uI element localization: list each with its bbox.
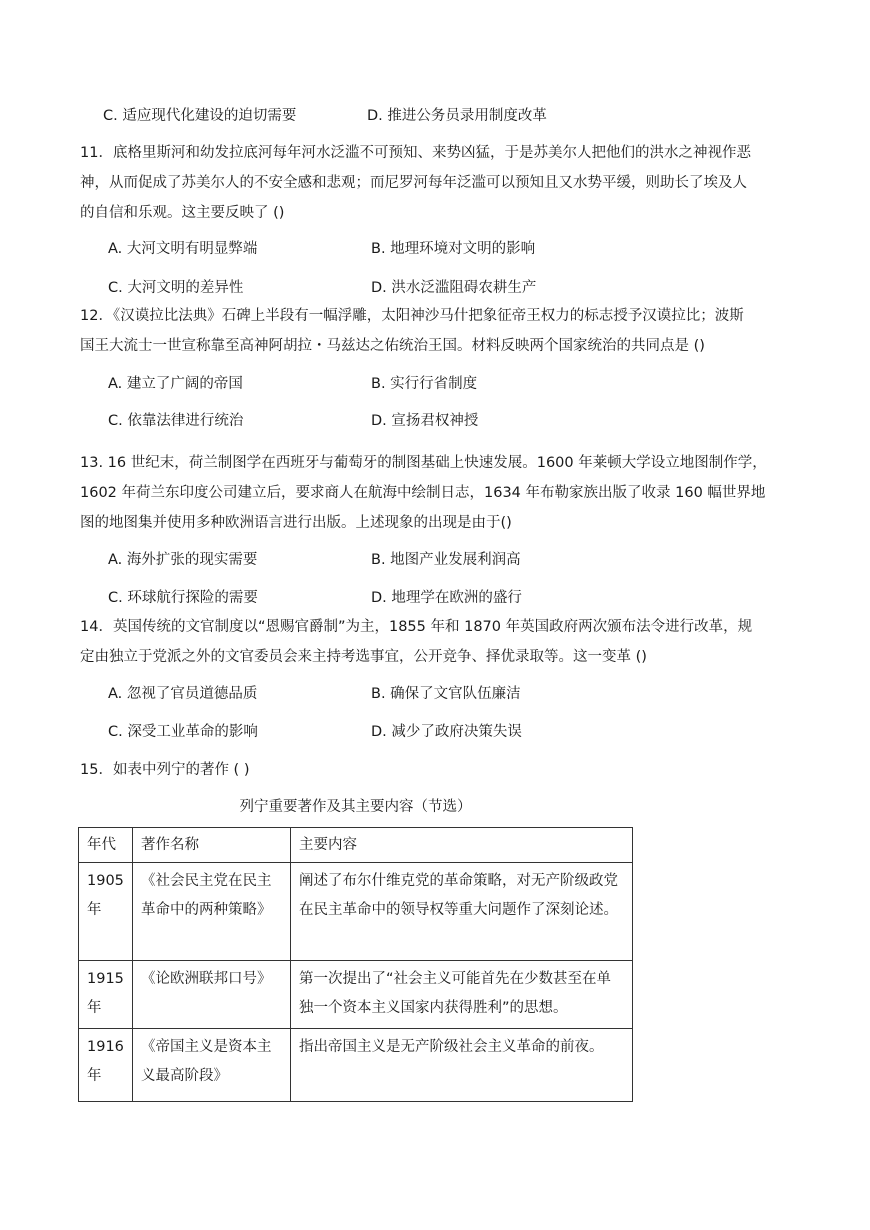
q14-stem-line: 定由独立于党派之外的文官委员会来主持考选事宜，公开竞争、择优录取等。这一变革 () [80, 649, 647, 665]
q13-option-c: C. 环球航行探险的需要 [108, 590, 258, 606]
q11-stem-line: 11．底格里斯河和幼发拉底河每年河水泛滥不可预知、来势凶猛，于是苏美尔人把他们的洪水之神视作恶 [80, 145, 751, 161]
header-year: 年代 [79, 828, 133, 863]
q13-stem-line: 13. 16 世纪末，荷兰制图学在西班牙与葡萄牙的制图基础上快速发展。1600 年莱顿大学设立地图制作学， [80, 455, 767, 471]
q12-option-a: A. 建立了广阔的帝国 [108, 376, 243, 392]
header-title: 著作名称 [133, 828, 291, 863]
q14-stem-line: 14．英国传统的文官制度以“恩赐官爵制”为主，1855 年和 1870 年英国政府两次颁布法令进行改革，规 [80, 619, 753, 635]
q14-option-b: B. 确保了文官队伍廉洁 [371, 686, 521, 702]
q13-stem-line: 图的地图集并使用多种欧洲语言进行出版。上述现象的出现是由于() [80, 515, 512, 531]
row-content: 阐述了布尔什维克党的革命策略，对无产阶级政党在民主革命中的领导权等重大问题作了深刻论述。 [291, 863, 633, 961]
q12-stem-line: 12．《汉谟拉比法典》石碑上半段有一幅浮雕，太阳神沙马什把象征帝王权力的标志授予汉谟拉比；波斯 [80, 308, 744, 324]
q11-option-d: D. 洪水泛滥阻碍农耕生产 [371, 280, 537, 296]
q13-stem-line: 1602 年荷兰东印度公司建立后，要求商人在航海中绘制日志，1634 年布勒家族出版了收录 160 幅世界地 [80, 485, 766, 501]
table-row [79, 961, 633, 1029]
table-row [79, 1029, 633, 1102]
q11-option-a: A. 大河文明有明显弊端 [108, 241, 258, 257]
row-year: 1905 年 [79, 863, 133, 961]
q11-option-b: B. 地理环境对文明的影响 [371, 241, 536, 257]
q14-option-c: C. 深受工业革命的影响 [108, 724, 258, 740]
row-title: 《论欧洲联邦口号》 [133, 961, 291, 1029]
q12-option-d: D. 宣扬君权神授 [371, 413, 479, 429]
row-content: 指出帝国主义是无产阶级社会主义革命的前夜。 [291, 1029, 633, 1102]
row-year: 1916 年 [79, 1029, 133, 1102]
q10-option-c: C. 适应现代化建设的迫切需要 [103, 108, 297, 124]
q15-stem: 15．如表中列宁的著作 ( ) [80, 762, 250, 778]
q12-stem-line: 国王大流士一世宣称靠至高神阿胡拉・马兹达之佑统治王国。材料反映两个国家统治的共同点是 () [80, 338, 705, 354]
q12-option-b: B. 实行行省制度 [371, 376, 478, 392]
row-content: 第一次提出了“社会主义可能首先在少数甚至在单独一个资本主义国家内获得胜利”的思想。 [291, 961, 633, 1029]
header-content: 主要内容 [291, 828, 633, 863]
q10-option-d: D. 推进公务员录用制度改革 [367, 108, 547, 124]
q14-option-d: D. 减少了政府决策失误 [371, 724, 522, 740]
table-caption: 列宁重要著作及其主要内容（节选） [239, 799, 472, 815]
table-header-row [79, 828, 633, 863]
q11-stem-line: 神，从而促成了苏美尔人的不安全感和悲观；而尼罗河每年泛滥可以预知且又水势平缓，则助长了埃及人 [80, 175, 747, 191]
row-year: 1915 年 [79, 961, 133, 1029]
q13-option-d: D. 地理学在欧洲的盛行 [371, 590, 522, 606]
row-title: 《社会民主党在民主革命中的两种策略》 [133, 863, 291, 961]
q14-option-a: A. 忽视了官员道德品质 [108, 686, 258, 702]
q13-option-b: B. 地图产业发展利润高 [371, 552, 521, 568]
q12-option-c: C. 依靠法律进行统治 [108, 413, 244, 429]
q13-option-a: A. 海外扩张的现实需要 [108, 552, 258, 568]
q11-stem-line: 的自信和乐观。这主要反映了 () [80, 205, 285, 221]
row-title: 《帝国主义是资本主义最高阶段》 [133, 1029, 291, 1102]
table-row [79, 863, 633, 961]
q11-option-c: C. 大河文明的差异性 [108, 280, 244, 296]
lenin-works-table [78, 827, 633, 1102]
